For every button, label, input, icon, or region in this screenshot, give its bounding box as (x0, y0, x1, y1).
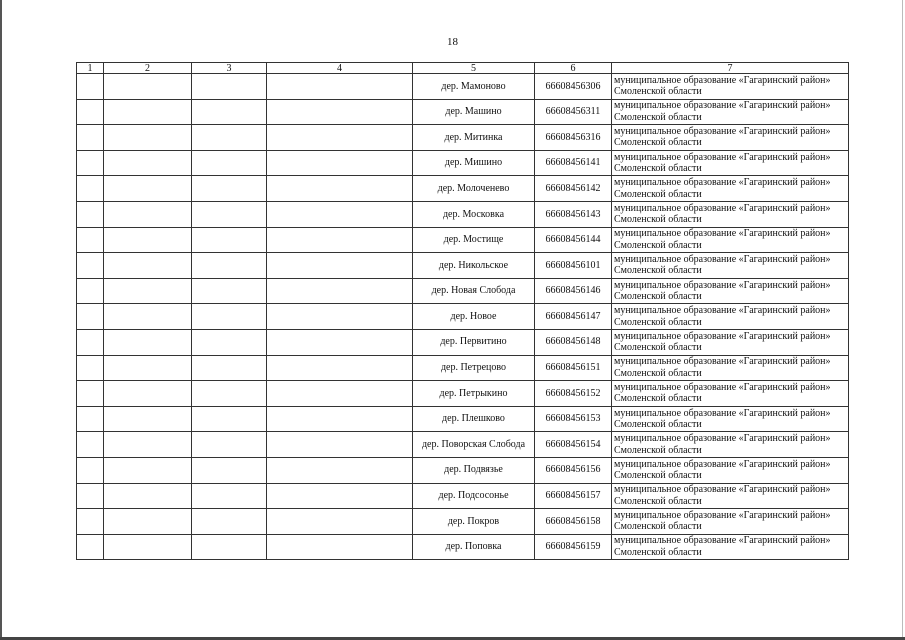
empty-cell-col-3 (192, 304, 267, 330)
settlement-name: дер. Плешково (413, 406, 535, 432)
municipality-name: муниципальное образование «Гагаринский район» (614, 458, 831, 470)
settlement-name: дер. Первитино (413, 329, 535, 355)
municipality-cell (612, 304, 849, 330)
empty-cell-col-4 (267, 483, 413, 509)
municipality-region: Смоленской области (614, 239, 702, 251)
empty-cell-col-4 (267, 74, 413, 100)
municipality-name: муниципальное образование «Гагаринский район» (614, 433, 831, 445)
settlement-name: дер. Молоченево (413, 176, 535, 202)
municipality-region: Смоленской области (614, 546, 702, 558)
empty-cell-col-1 (77, 304, 104, 330)
header-row (77, 63, 849, 74)
municipality-name: муниципальное образование «Гагаринский район» (614, 151, 831, 163)
municipality-region: Смоленской области (614, 495, 702, 507)
empty-cell-col-3 (192, 483, 267, 509)
municipality-region: Смоленской области (614, 393, 702, 405)
municipality-name: муниципальное образование «Гагаринский район» (614, 202, 831, 214)
empty-cell-col-1 (77, 406, 104, 432)
empty-cell-col-4 (267, 329, 413, 355)
settlement-code: 66608456148 (535, 329, 612, 355)
empty-cell-col-2 (104, 381, 192, 407)
municipality-cell (612, 483, 849, 509)
header-cell-2: 2 (104, 63, 192, 74)
empty-cell-col-4 (267, 278, 413, 304)
empty-cell-col-1 (77, 201, 104, 227)
empty-cell-col-3 (192, 432, 267, 458)
empty-cell-col-4 (267, 432, 413, 458)
empty-cell-col-3 (192, 355, 267, 381)
table-row (77, 534, 849, 560)
empty-cell-col-1 (77, 432, 104, 458)
municipality-name: муниципальное образование «Гагаринский район» (614, 228, 831, 240)
empty-cell-col-2 (104, 125, 192, 151)
municipality-region: Смоленской области (614, 367, 702, 379)
municipality-region: Смоленской области (614, 188, 702, 200)
empty-cell-col-4 (267, 150, 413, 176)
empty-cell-col-3 (192, 201, 267, 227)
empty-cell-col-3 (192, 99, 267, 125)
empty-cell-col-1 (77, 329, 104, 355)
empty-cell-col-4 (267, 381, 413, 407)
scan-right-edge (902, 0, 903, 640)
empty-cell-col-4 (267, 304, 413, 330)
empty-cell-col-2 (104, 278, 192, 304)
settlement-name: дер. Новое (413, 304, 535, 330)
municipality-name: муниципальное образование «Гагаринский район» (614, 177, 831, 189)
empty-cell-col-2 (104, 509, 192, 535)
municipality-name: муниципальное образование «Гагаринский район» (614, 484, 831, 496)
municipality-region: Смоленской области (614, 316, 702, 328)
municipality-region: Смоленской области (614, 444, 702, 456)
empty-cell-col-2 (104, 355, 192, 381)
table-row (77, 355, 849, 381)
municipality-cell (612, 406, 849, 432)
municipality-cell (612, 534, 849, 560)
settlement-code: 66608456144 (535, 227, 612, 253)
settlement-code: 66608456147 (535, 304, 612, 330)
empty-cell-col-1 (77, 278, 104, 304)
empty-cell-col-4 (267, 406, 413, 432)
empty-cell-col-1 (77, 227, 104, 253)
municipality-region: Смоленской области (614, 419, 702, 431)
empty-cell-col-4 (267, 201, 413, 227)
municipality-cell (612, 355, 849, 381)
scan-left-edge (0, 0, 2, 640)
empty-cell-col-2 (104, 253, 192, 279)
header-cell-3: 3 (192, 63, 267, 74)
empty-cell-col-4 (267, 125, 413, 151)
empty-cell-col-4 (267, 99, 413, 125)
settlement-code: 66608456316 (535, 125, 612, 151)
municipality-name: муниципальное образование «Гагаринский район» (614, 330, 831, 342)
empty-cell-col-1 (77, 534, 104, 560)
municipality-name: муниципальное образование «Гагаринский район» (614, 509, 831, 521)
table-row (77, 201, 849, 227)
municipality-region: Смоленской области (614, 214, 702, 226)
empty-cell-col-1 (77, 483, 104, 509)
municipality-region: Смоленской области (614, 163, 702, 175)
empty-cell-col-2 (104, 457, 192, 483)
municipality-cell (612, 176, 849, 202)
municipality-cell (612, 381, 849, 407)
table-row (77, 253, 849, 279)
empty-cell-col-4 (267, 457, 413, 483)
empty-cell-col-2 (104, 227, 192, 253)
municipality-region: Смоленской области (614, 111, 702, 123)
empty-cell-col-1 (77, 509, 104, 535)
table-row (77, 176, 849, 202)
municipality-region: Смоленской области (614, 137, 702, 149)
empty-cell-col-2 (104, 432, 192, 458)
settlement-name: дер. Московка (413, 201, 535, 227)
settlement-code: 66608456156 (535, 457, 612, 483)
municipality-name: муниципальное образование «Гагаринский район» (614, 407, 831, 419)
empty-cell-col-3 (192, 253, 267, 279)
municipality-region: Смоленской области (614, 291, 702, 303)
empty-cell-col-2 (104, 534, 192, 560)
municipality-cell (612, 125, 849, 151)
empty-cell-col-4 (267, 227, 413, 253)
municipality-region: Смоленской области (614, 470, 702, 482)
settlement-code: 66608456154 (535, 432, 612, 458)
empty-cell-col-1 (77, 355, 104, 381)
table-row (77, 304, 849, 330)
empty-cell-col-2 (104, 74, 192, 100)
empty-cell-col-2 (104, 99, 192, 125)
settlement-name: дер. Мамоново (413, 74, 535, 100)
empty-cell-col-3 (192, 534, 267, 560)
settlement-code: 66608456143 (535, 201, 612, 227)
header-cell-1: 1 (77, 63, 104, 74)
settlement-code: 66608456142 (535, 176, 612, 202)
settlement-code: 66608456157 (535, 483, 612, 509)
empty-cell-col-2 (104, 201, 192, 227)
empty-cell-col-2 (104, 150, 192, 176)
table-row (77, 457, 849, 483)
empty-cell-col-3 (192, 74, 267, 100)
table-body (77, 74, 849, 560)
municipality-cell (612, 99, 849, 125)
table-row (77, 509, 849, 535)
empty-cell-col-1 (77, 125, 104, 151)
empty-cell-col-3 (192, 125, 267, 151)
settlement-code: 66608456311 (535, 99, 612, 125)
municipality-region: Смоленской области (614, 521, 702, 533)
empty-cell-col-2 (104, 329, 192, 355)
empty-cell-col-4 (267, 176, 413, 202)
empty-cell-col-3 (192, 176, 267, 202)
municipality-name: муниципальное образование «Гагаринский район» (614, 125, 831, 137)
table-row (77, 125, 849, 151)
empty-cell-col-2 (104, 483, 192, 509)
empty-cell-col-3 (192, 457, 267, 483)
header-cell-7: 7 (612, 63, 849, 74)
settlement-code: 66608456158 (535, 509, 612, 535)
empty-cell-col-1 (77, 74, 104, 100)
empty-cell-col-3 (192, 329, 267, 355)
settlement-code: 66608456306 (535, 74, 612, 100)
settlement-code: 66608456151 (535, 355, 612, 381)
municipality-cell (612, 74, 849, 100)
empty-cell-col-3 (192, 509, 267, 535)
page-number: 18 (447, 36, 458, 48)
settlement-name: дер. Никольское (413, 253, 535, 279)
settlement-code: 66608456152 (535, 381, 612, 407)
municipality-name: муниципальное образование «Гагаринский район» (614, 305, 831, 317)
settlement-code: 66608456146 (535, 278, 612, 304)
settlement-code: 66608456153 (535, 406, 612, 432)
municipality-name: муниципальное образование «Гагаринский район» (614, 74, 831, 86)
empty-cell-col-3 (192, 406, 267, 432)
empty-cell-col-1 (77, 381, 104, 407)
municipality-cell (612, 329, 849, 355)
table-row (77, 227, 849, 253)
empty-cell-col-3 (192, 381, 267, 407)
municipality-cell (612, 457, 849, 483)
table-row (77, 329, 849, 355)
table-row (77, 99, 849, 125)
empty-cell-col-1 (77, 99, 104, 125)
settlement-code: 66608456101 (535, 253, 612, 279)
municipality-cell (612, 432, 849, 458)
settlement-name: дер. Подвязье (413, 457, 535, 483)
empty-cell-col-3 (192, 278, 267, 304)
table-row (77, 278, 849, 304)
table-row (77, 483, 849, 509)
municipality-name: муниципальное образование «Гагаринский район» (614, 253, 831, 265)
empty-cell-col-3 (192, 150, 267, 176)
municipality-name: муниципальное образование «Гагаринский район» (614, 381, 831, 393)
empty-cell-col-4 (267, 355, 413, 381)
table-row (77, 381, 849, 407)
municipality-region: Смоленской области (614, 86, 702, 98)
table-header (77, 63, 849, 74)
empty-cell-col-2 (104, 304, 192, 330)
settlement-code: 66608456159 (535, 534, 612, 560)
table-row (77, 406, 849, 432)
settlement-name: дер. Поворская Слобода (413, 432, 535, 458)
settlement-name: дер. Покров (413, 509, 535, 535)
settlement-name: дер. Петрыкино (413, 381, 535, 407)
empty-cell-col-2 (104, 176, 192, 202)
municipality-cell (612, 278, 849, 304)
settlement-name: дер. Мишино (413, 150, 535, 176)
municipality-name: муниципальное образование «Гагаринский район» (614, 535, 831, 547)
empty-cell-col-1 (77, 457, 104, 483)
table-row (77, 432, 849, 458)
header-cell-4: 4 (267, 63, 413, 74)
settlement-name: дер. Петрецово (413, 355, 535, 381)
empty-cell-col-2 (104, 406, 192, 432)
empty-cell-col-1 (77, 150, 104, 176)
municipality-cell (612, 201, 849, 227)
empty-cell-col-4 (267, 509, 413, 535)
municipality-region: Смоленской области (614, 265, 702, 277)
municipality-cell (612, 150, 849, 176)
municipality-cell (612, 509, 849, 535)
settlement-name: дер. Поповка (413, 534, 535, 560)
table-row (77, 150, 849, 176)
municipality-name: муниципальное образование «Гагаринский район» (614, 356, 831, 368)
empty-cell-col-4 (267, 253, 413, 279)
empty-cell-col-1 (77, 176, 104, 202)
settlement-name: дер. Митинка (413, 125, 535, 151)
settlement-code: 66608456141 (535, 150, 612, 176)
settlement-name: дер. Машино (413, 99, 535, 125)
municipality-region: Смоленской области (614, 342, 702, 354)
header-cell-5: 5 (413, 63, 535, 74)
empty-cell-col-1 (77, 253, 104, 279)
table-row (77, 74, 849, 100)
empty-cell-col-4 (267, 534, 413, 560)
settlements-table (76, 62, 849, 560)
settlement-name: дер. Подсосонье (413, 483, 535, 509)
empty-cell-col-3 (192, 227, 267, 253)
settlement-name: дер. Мостище (413, 227, 535, 253)
municipality-cell (612, 227, 849, 253)
municipality-cell (612, 253, 849, 279)
municipality-name: муниципальное образование «Гагаринский район» (614, 100, 831, 112)
municipality-name: муниципальное образование «Гагаринский район» (614, 279, 831, 291)
settlement-name: дер. Новая Слобода (413, 278, 535, 304)
header-cell-6: 6 (535, 63, 612, 74)
